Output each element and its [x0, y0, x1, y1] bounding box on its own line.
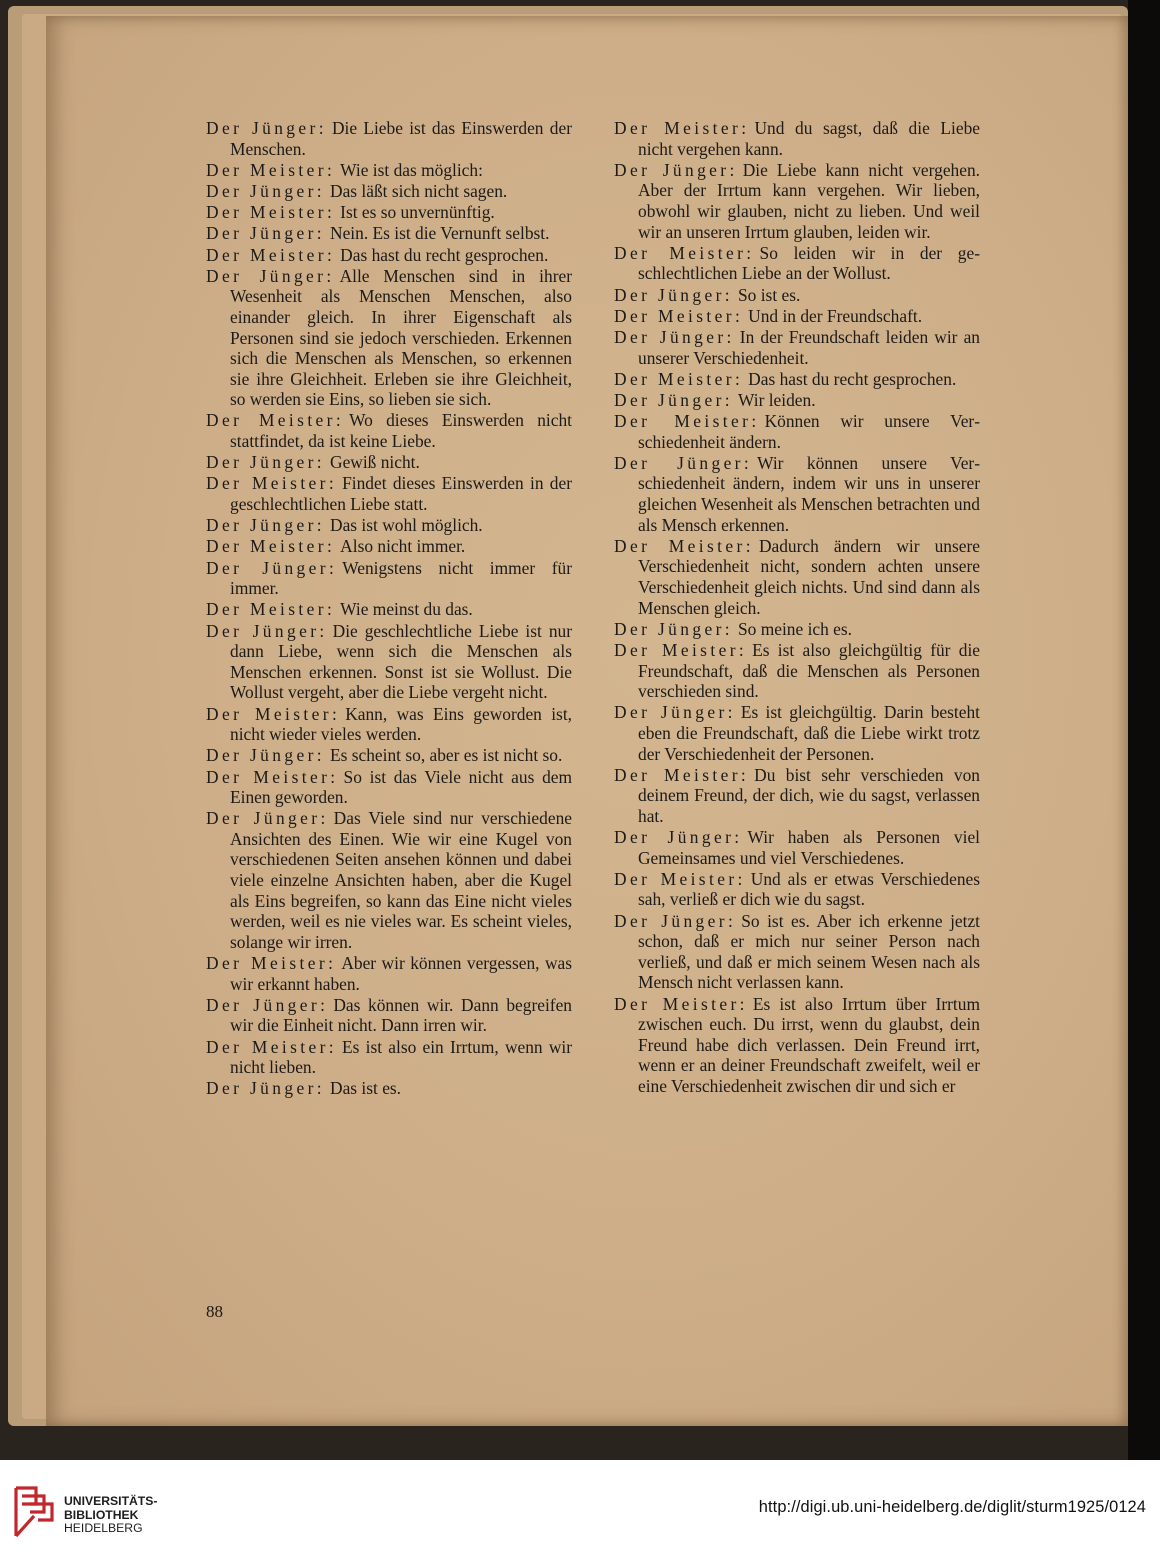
speaker-label: Der Meister:	[614, 764, 750, 785]
dialogue-text: Das hast du recht gesprochen.	[748, 368, 957, 389]
permalink-url[interactable]: http://digi.ub.uni-heidelberg.de/diglit/sturm1925/0124	[758, 1498, 1146, 1516]
speaker-label: Der Meister:	[614, 411, 760, 432]
speaker-label: Der Jünger:	[206, 620, 328, 641]
speaker-label: Der Jünger:	[614, 452, 753, 473]
dialogue-entry	[206, 1078, 572, 1099]
dialogue-entry	[206, 599, 572, 620]
dialogue-text: So meine ich es.	[738, 618, 852, 639]
dialogue-text: Das läßt sich nicht sagen.	[330, 180, 508, 201]
speaker-label: Der Meister:	[614, 535, 754, 556]
dialogue-entry	[206, 558, 572, 599]
dialogue-text: Die Liebe kann nicht vergehen. Aber der Irrtum kann vergehen. Wir lieben, obwohl wir glauben, nicht zu lieben. Und weil wir an unseren Irrtum glauben, leiden wir.	[638, 159, 980, 242]
dialogue-entry	[206, 181, 572, 202]
dialogue-entry	[206, 160, 572, 181]
dialogue-entry	[206, 118, 572, 159]
dialogue-text: Wo dieses Einswerden nicht stattfindet, da ist keine Liebe.	[230, 410, 572, 452]
dialogue-entry	[206, 745, 572, 766]
dialogue-text: Die Liebe ist das Einswerden der Menschen.	[230, 118, 572, 159]
dialogue-text: Wir haben als Personen viel Gemeinsames und viel Verschiedenes.	[638, 827, 980, 868]
speaker-label: Der Meister:	[206, 703, 341, 724]
dialogue-entry	[206, 452, 572, 473]
speaker-label: Der Meister:	[614, 118, 750, 138]
dialogue-entry	[206, 266, 572, 410]
dialogue-entry	[206, 767, 572, 808]
dialogue-text: So leiden wir in der geschlechtlichen Liebe an der Wollust.	[638, 242, 980, 284]
dialogue-text: Alle Menschen sind in ihrer Wesenheit als Menschen Menschen, also einander gleich. In ihrer Eigenschaft als Personen sind sie jedoch verschieden. Erkennen sich die Menschen als Menschen, so erkennen sie ihre Gleichheit. Erleben sie ihre Gleichheit, so werden sie Eins, so lieben sie sich.	[230, 265, 572, 410]
dialogue-entry	[206, 704, 572, 745]
speaker-label: Der Meister:	[614, 639, 748, 660]
speaker-label: Der Jünger:	[614, 326, 735, 347]
dialogue-text: Gewiß nicht.	[330, 452, 420, 473]
speaker-label: Der Jünger:	[206, 223, 326, 244]
dialogue-text: So ist das Viele nicht aus dem Einen geworden.	[230, 766, 573, 808]
speaker-label: Der Meister:	[614, 868, 746, 889]
dialogue-entry	[614, 765, 980, 827]
speaker-label: Der Meister:	[614, 368, 744, 389]
dialogue-entry	[614, 702, 980, 764]
dialogue-text: Es ist also gleichgültig für die Freundschaft, daß die Menschen als Personen verschieden sind.	[638, 639, 981, 702]
speaker-label: Der Meister:	[206, 244, 336, 265]
dialogue-text: So ist es. Aber ich erkenne jetzt schon, daß er mich nur seiner Person nach verließ, und daß er mich seinem Wesen nach als Mensch nicht verlassen kann.	[638, 910, 980, 993]
dialogue-text: Das ist wohl möglich.	[330, 515, 483, 536]
speaker-label: Der Meister:	[206, 599, 336, 620]
dialogue-entry	[614, 285, 980, 306]
dialogue-entry	[614, 243, 980, 284]
dialogue-text: Das hast du recht gesprochen.	[340, 244, 549, 265]
dialogue-text: Findet dieses Einswerden in der geschlechtlichen Liebe statt.	[230, 473, 572, 515]
speaker-label: Der Jünger:	[206, 1078, 326, 1099]
dialogue-entry	[206, 202, 572, 223]
dialogue-entry	[614, 411, 980, 452]
dialogue-text: Und in der Freundschaft.	[748, 305, 923, 326]
library-name	[64, 1495, 157, 1536]
speaker-label: Der Jünger:	[614, 618, 734, 639]
dialogue-entry	[206, 515, 572, 536]
dialogue-entry	[206, 410, 572, 451]
university-library-logo-icon[interactable]	[12, 1482, 56, 1542]
dialogue-text: Wie ist das möglich:	[340, 159, 483, 180]
speaker-label: Der Meister:	[614, 305, 744, 326]
speaker-label: Der Meister:	[206, 202, 336, 223]
dialogue-text: Du bist sehr verschieden von deinem Freund, der dich, wie du sagst, verlassen hat.	[638, 764, 980, 826]
dialogue-entry	[206, 808, 572, 952]
speaker-label: Der Jünger:	[206, 118, 327, 138]
dialogue-text: Die geschlechtliche Liebe ist nur dann Liebe, wenn sich die Menschen als Menschen erkennen. Sonst ist sie Wollust. Die Wollust vergeht, aber die Liebe vergeht nicht.	[230, 620, 573, 703]
dialogue-text: Es ist gleichgültig. Darin besteht eben die Freundschaft, daß die Liebe wirkt trotz der Verschiedenheit der Personen.	[638, 702, 980, 764]
dialogue-entry	[614, 327, 980, 368]
dialogue-text: Wenigstens nicht immer für immer.	[230, 557, 572, 599]
dialogue-text: Und du sagst, daß die Liebe nicht vergehen kann.	[638, 118, 980, 159]
speaker-label: Der Meister:	[206, 410, 345, 431]
speaker-label: Der Jünger:	[206, 745, 326, 766]
speaker-label: Der Jünger:	[206, 265, 335, 286]
speaker-label: Der Jünger:	[614, 827, 743, 848]
dialogue-entry	[206, 621, 572, 703]
dialogue-text: Kann, was Eins geworden ist, nicht wieder vieles werden.	[230, 703, 573, 745]
book-spine	[1128, 0, 1160, 1460]
speaker-label: Der Jünger:	[206, 515, 326, 536]
speaker-label: Der Jünger:	[206, 452, 326, 473]
speaker-label: Der Jünger:	[614, 159, 738, 180]
speaker-label: Der Meister:	[206, 473, 338, 494]
dialogue-entry	[614, 994, 980, 1097]
dialogue-entry	[614, 619, 980, 640]
speaker-label: Der Jünger:	[206, 557, 338, 578]
dialogue-text: So ist es.	[738, 284, 801, 305]
speaker-label: Der Meister:	[206, 1036, 338, 1057]
dialogue-entry	[614, 118, 980, 159]
dialogue-text: In der Freundschaft leiden wir an unserer Verschiedenheit.	[638, 326, 980, 368]
left-text-column	[206, 118, 572, 1100]
dialogue-text: Und als er etwas Verschiedenes sah, verließ er dich wie du sagst.	[638, 868, 981, 910]
dialogue-text: Wie meinst du das.	[340, 599, 473, 620]
dialogue-text: Das ist es.	[330, 1078, 402, 1099]
speaker-label: Der Meister:	[206, 766, 339, 787]
dialogue-text: Nein. Es ist die Vernunft selbst.	[330, 223, 550, 244]
dialogue-entry	[206, 953, 572, 994]
dialogue-entry	[614, 369, 980, 390]
speaker-label: Der Jünger:	[614, 910, 737, 931]
dialogue-text: Das können wir. Dann begreifen wir die Einheit nicht. Dann irren wir.	[230, 994, 573, 1036]
dialogue-text: Es ist also Irrtum über Irrtum zwischen euch. Du irrst, wenn du glaubst, dein Freund habe dich verlassen. Dein Freund irrt, wenn er an deiner Freundschaft zweifelt, weil er eine Verschiedenheit zwischen dir und sich er	[638, 993, 980, 1096]
dialogue-text: Aber wir können vergessen, was wir erkannt haben.	[230, 953, 573, 994]
dialogue-entry	[614, 640, 980, 702]
speaker-label: Der Meister:	[206, 159, 336, 180]
library-name-line2: BIBLIOTHEK	[64, 1507, 139, 1522]
dialogue-text: Es ist also ein Irrtum, wenn wir nicht lieben.	[230, 1036, 573, 1078]
dialogue-text: Können wir unsere Verschiedenheit ändern.	[638, 411, 981, 452]
dialogue-entry	[614, 306, 980, 327]
speaker-label: Der Jünger:	[614, 284, 734, 305]
speaker-label: Der Meister:	[206, 953, 337, 974]
dialogue-entry	[614, 390, 980, 411]
dialogue-entry	[206, 223, 572, 244]
dialogue-entry	[614, 453, 980, 535]
speaker-label: Der Jünger:	[206, 180, 326, 201]
right-text-column	[614, 118, 980, 1097]
dialogue-entry	[614, 827, 980, 868]
dialogue-entry	[206, 245, 572, 266]
dialogue-text: Ist es so unvernünftig.	[340, 202, 495, 223]
library-name-line1: UNIVERSITÄTS-	[64, 1494, 158, 1508]
dialogue-entry	[206, 536, 572, 557]
dialogue-entry	[206, 995, 572, 1036]
dialogue-entry	[614, 536, 980, 618]
dialogue-entry	[206, 1037, 572, 1078]
dialogue-entry	[206, 473, 572, 514]
speaker-label: Der Meister:	[614, 993, 748, 1014]
dialogue-entry	[614, 911, 980, 993]
dialogue-text: Das Viele sind nur verschiedene Ansichten des Einen. Wie wir eine Kugel von verschiedenen Seiten ansehen können und dabei viele einzelne Ansichten haben, aber die Kugel als Eins begreifen, so kann das Eine nicht vieles werden, weil es nie vieles war. Es scheint vieles, solange wir irren.	[230, 808, 572, 952]
dialogue-text: Wir können unsere Verschiedenheit ändern, indem wir uns in unserer gleichen Wesenheit als Menschen betrachten und als Mensch erkennen.	[638, 452, 981, 535]
library-name-line3: HEIDELBERG	[64, 1521, 143, 1535]
dialogue-text: Es scheint so, aber es ist nicht so.	[330, 745, 563, 766]
speaker-label: Der Jünger:	[206, 994, 329, 1015]
dialogue-text: Also nicht immer.	[340, 536, 466, 557]
speaker-label: Der Jünger:	[614, 702, 736, 723]
dialogue-entry	[614, 160, 980, 242]
speaker-label: Der Jünger:	[614, 389, 734, 410]
speaker-label: Der Meister:	[206, 536, 336, 557]
speaker-label: Der Meister:	[614, 242, 755, 263]
dialogue-text: Dadurch ändern wir unsere Verschiedenheit nicht, sondern achten unsere Verschiedenheit gleich nichts. Und sind dann als Menschen gleich.	[638, 535, 980, 618]
dialogue-text: Wir leiden.	[738, 389, 816, 410]
page-number: 88	[206, 1302, 223, 1321]
speaker-label: Der Jünger:	[206, 808, 329, 829]
dialogue-entry	[614, 869, 980, 910]
